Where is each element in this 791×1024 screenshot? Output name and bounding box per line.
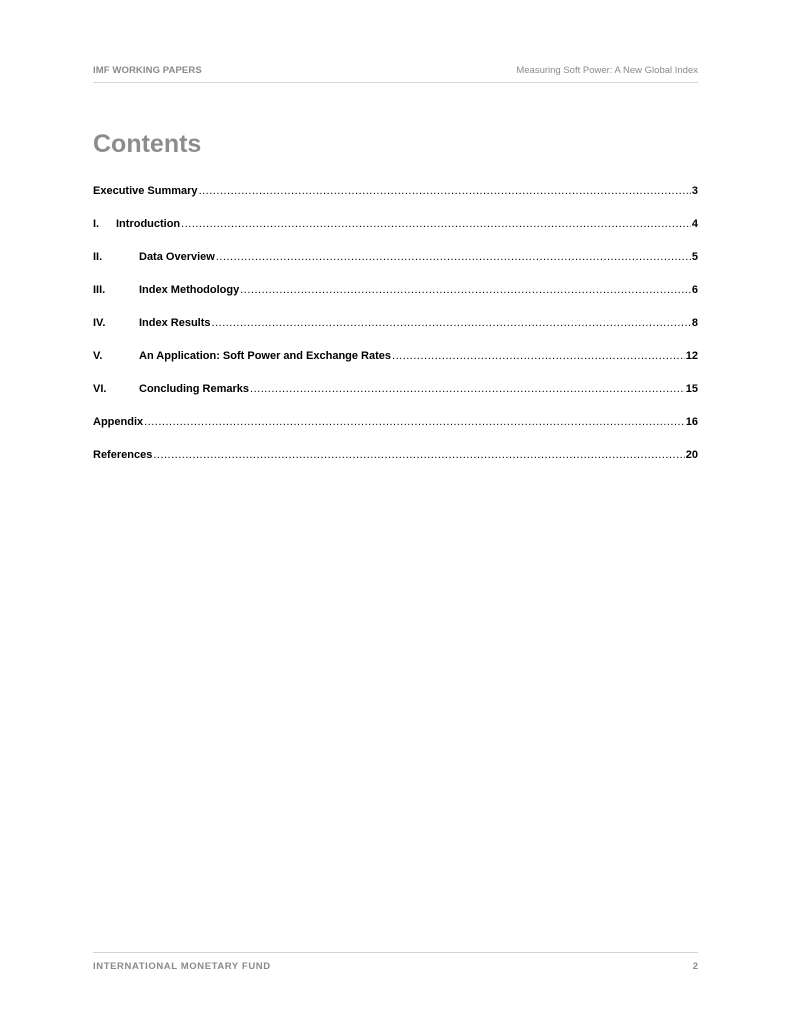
toc-entry-label: Data Overview xyxy=(139,251,215,263)
toc-entry-label: Appendix xyxy=(93,416,144,428)
toc-entry-concluding-remarks[interactable] xyxy=(93,382,698,415)
toc-dot-leader xyxy=(153,448,684,463)
toc-entry-page: 8 xyxy=(691,317,698,329)
header-paper-title: Measuring Soft Power: A New Global Index xyxy=(516,65,698,76)
toc-entry-number: I. xyxy=(93,218,100,230)
toc-entry-label: Executive Summary xyxy=(93,185,198,197)
toc-entry-number: IV. xyxy=(93,317,106,329)
toc-entry-page: 3 xyxy=(691,185,698,197)
toc-entry-number: VI. xyxy=(93,383,107,395)
toc-entry-label: Introduction xyxy=(116,218,181,230)
page-header xyxy=(93,64,698,83)
toc-entry-number: III. xyxy=(93,284,106,296)
toc-entry-page: 12 xyxy=(685,350,698,362)
toc-entry-label: References xyxy=(93,449,153,461)
toc-entry-page: 6 xyxy=(691,284,698,296)
toc-dot-leader xyxy=(216,250,691,265)
page-footer xyxy=(93,952,698,977)
page-number: 2 xyxy=(692,961,698,972)
toc-entry-index-results[interactable] xyxy=(93,316,698,349)
toc-dot-leader xyxy=(240,283,691,298)
page-title: Contents xyxy=(93,130,202,158)
toc-entry-page: 16 xyxy=(685,416,698,428)
toc-entry-page: 15 xyxy=(685,383,698,395)
footer-organization: INTERNATIONAL MONETARY FUND xyxy=(93,961,271,972)
toc-entry-references[interactable] xyxy=(93,448,698,481)
table-of-contents xyxy=(93,184,698,481)
toc-dot-leader xyxy=(392,349,685,364)
toc-entry-page: 4 xyxy=(691,218,698,230)
toc-entry-number: V. xyxy=(93,350,103,362)
toc-dot-leader xyxy=(199,184,691,199)
toc-entry-label: Index Methodology xyxy=(139,284,240,296)
toc-entry-application[interactable] xyxy=(93,349,698,382)
toc-dot-leader xyxy=(144,415,685,430)
toc-entry-appendix[interactable] xyxy=(93,415,698,448)
header-series-name: IMF WORKING PAPERS xyxy=(93,65,202,76)
toc-entry-label: An Application: Soft Power and Exchange Rates xyxy=(139,350,392,362)
toc-entry-number: II. xyxy=(93,251,103,263)
toc-entry-executive-summary[interactable] xyxy=(93,184,698,217)
toc-dot-leader xyxy=(212,316,691,331)
toc-entry-page: 20 xyxy=(685,449,698,461)
toc-entry-page: 5 xyxy=(691,251,698,263)
toc-entry-label: Index Results xyxy=(139,317,211,329)
toc-entry-label: Concluding Remarks xyxy=(139,383,250,395)
toc-entry-index-methodology[interactable] xyxy=(93,283,698,316)
toc-dot-leader xyxy=(181,217,691,232)
toc-entry-introduction[interactable] xyxy=(93,217,698,250)
toc-entry-data-overview[interactable] xyxy=(93,250,698,283)
toc-dot-leader xyxy=(250,382,685,397)
